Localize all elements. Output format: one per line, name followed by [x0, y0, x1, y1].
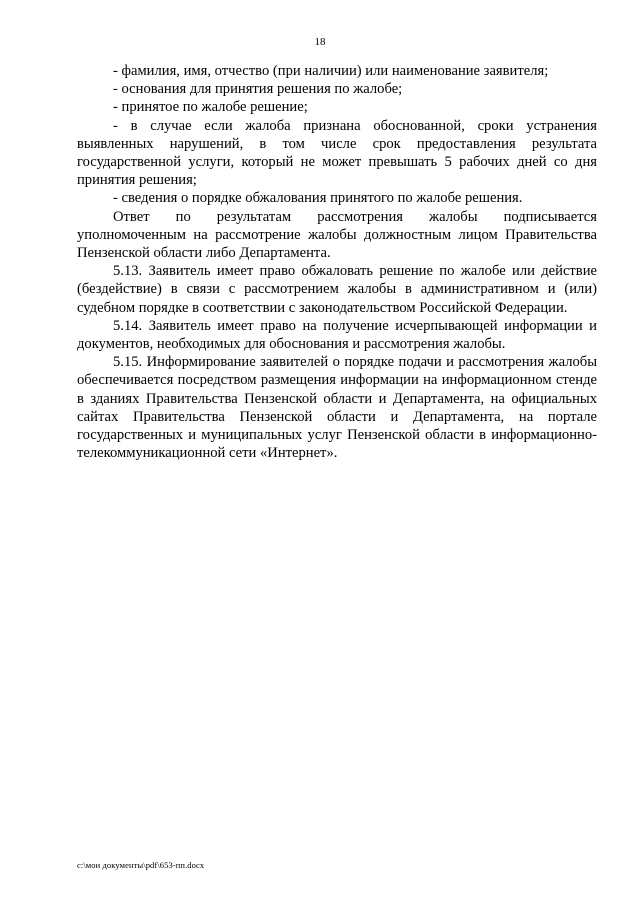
paragraph-answer-signing: Ответ по результатам рассмотрения жалобы подписывается уполномоченным на рассмотрение жалобы должностным лицом Правительства Пензенской области либо Департамента. — [77, 208, 597, 262]
list-item-appeal-procedure: - сведения о порядке обжалования принятого по жалобе решения. — [113, 190, 523, 207]
list-item-applicant-name: - фамилия, имя, отчество (при наличии) или наименование заявителя; — [113, 63, 549, 79]
list-item-decision: - принятое по жалобе решение; — [113, 99, 308, 116]
paragraph-5-13: 5.13. Заявитель имеет право обжаловать решение по жалобе или действие (бездействие) в связи с рассмотрением жалобы в административном и (или) судебном порядке в соответствии с законодательством Российской Федерации. — [77, 263, 597, 316]
footer-file-path: c:\мои документы\pdf\653-пп.docx — [77, 860, 205, 870]
list-item-decision-grounds: - основания для принятия решения по жалобе; — [113, 81, 403, 98]
list-item-justified-complaint: - в случае если жалоба признана обоснованной, сроки устранения выявленных нарушений, в том числе срок предоставления результата государственной услуги, который не может превышать 5 рабочих дней со дня принятия решения; — [77, 117, 597, 189]
paragraph-5-15: 5.15. Информирование заявителей о порядке подачи и рассмотрения жалобы обеспечивается посредством размещения информации на информационном стенде в зданиях Правительства Пензенской области и Департамента, на официальных сайтах Правительства Пензенской области и Департамента, на портале государственных и муниципальных услуг Пензенской области в информационно-телекоммуникационной сети «Интернет». — [77, 354, 597, 462]
page-number: 18 — [314, 36, 326, 48]
document-body — [77, 62, 597, 462]
paragraph-5-14: 5.14. Заявитель имеет право на получение исчерпывающей информации и документов, необходимых для обоснования и рассмотрения жалобы. — [77, 317, 597, 353]
